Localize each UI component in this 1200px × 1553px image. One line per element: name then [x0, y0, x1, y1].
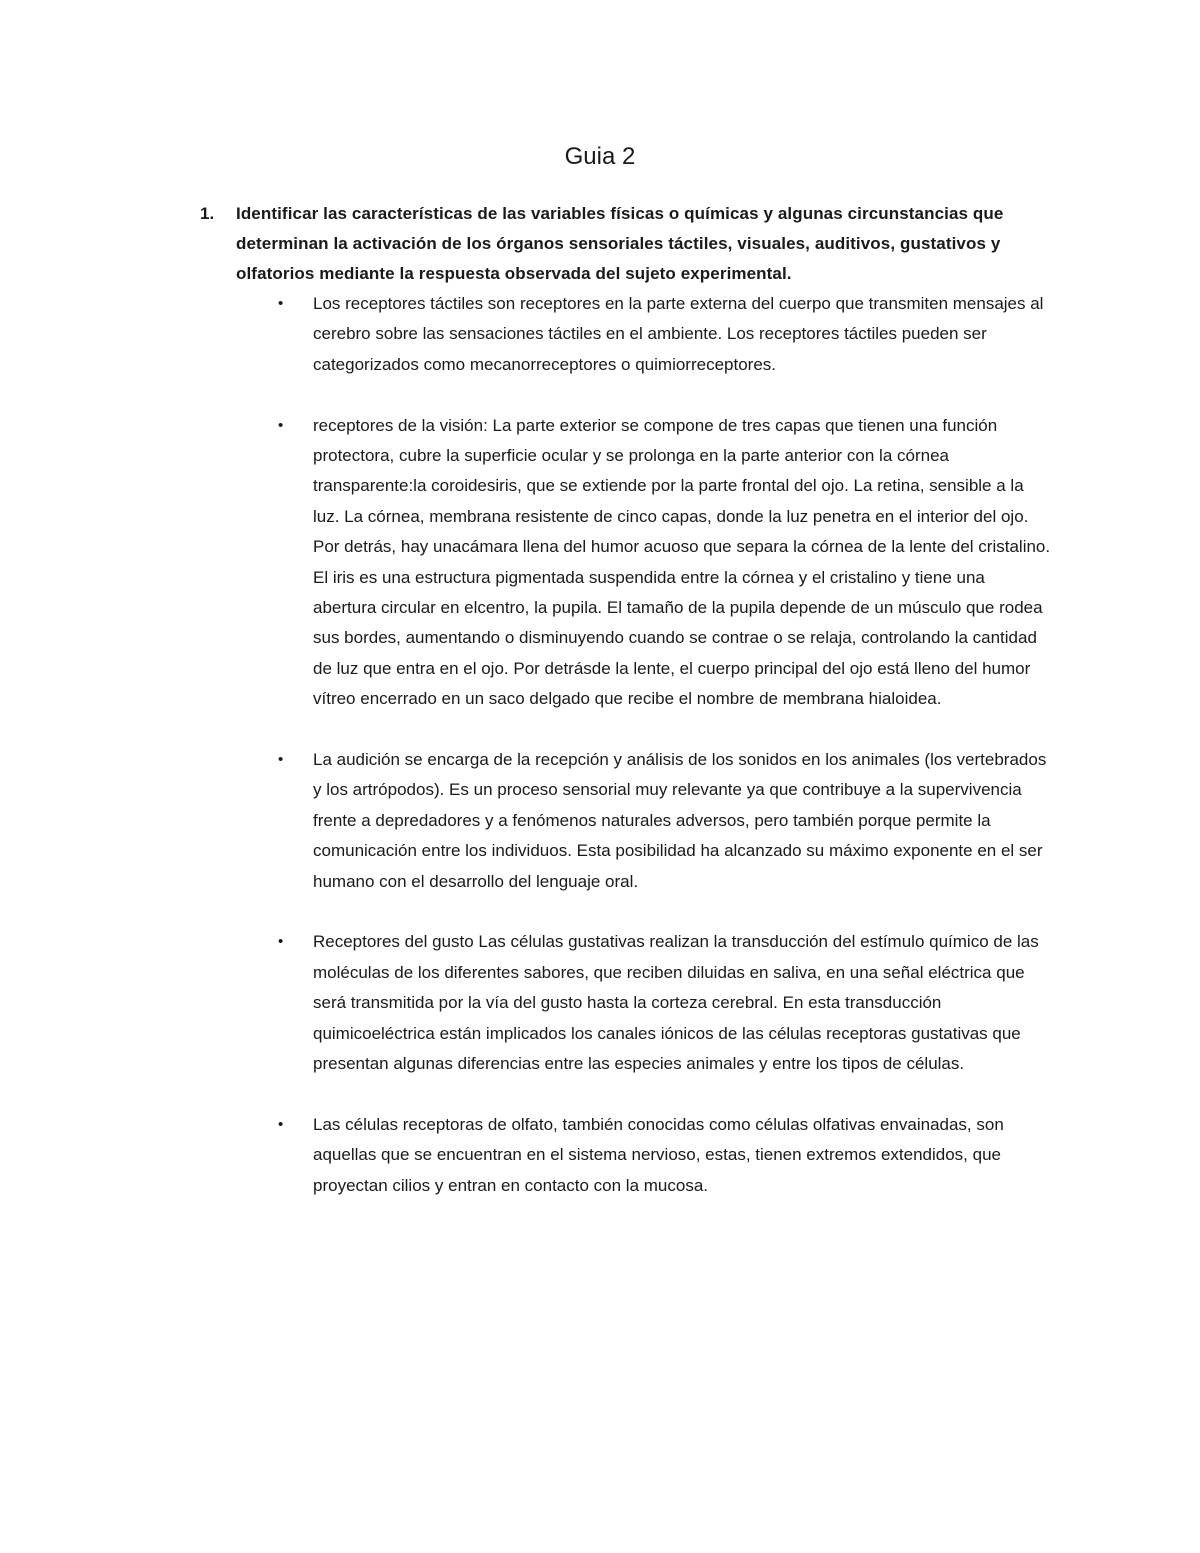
document-title: Guia 2 — [564, 143, 636, 170]
list-item — [272, 289, 1052, 380]
list-item-text: receptores de la visión: La parte exterior se compone de tres capas que tienen una función protectora, cubre la superficie ocular y se prolonga en la parte anterior con la córnea transparente:la coroidesiris, que se extiende por la parte frontal del ojo. La retina, sensible a la luz. La córnea, membrana resistente de cinco capas, donde la luz penetra en el interior del ojo. Por detrás, hay unacámara llena del humor acuoso que separa la córnea de la lente del cristalino. El iris es una estructura pigmentada suspendida entre la córnea y el cristalino y tiene una abertura circular en elcentro, la pupila. El tamaño de la pupila depende de un músculo que rodea sus bordes, aumentando o disminuyendo cuando se contrae o se relaja, controlando la cantidad de luz que entra en el ojo. Por detrásde la lente, el cuerpo principal del ojo está lleno del humor vítreo encerrado en un saco delgado que recibe el nombre de membrana hialoidea. — [313, 415, 1051, 709]
list-item-text: Receptores del gusto Las células gustativas realizan la transducción del estímulo químico de las moléculas de los diferentes sabores, que reciben diluidas en saliva, en una señal eléctrica que será transmitida por la vía del gusto hasta la corteza cerebral. En esta transducción quimicoeléctrica están implicados los canales iónicos de las células receptoras gustativas que presentan algunas diferencias entre las especies animales y entre los tipos de células. — [313, 932, 1039, 1074]
bullet-icon: • — [278, 295, 284, 312]
bullet-icon: • — [278, 1115, 284, 1133]
list-item-text: La audición se encarga de la recepción y análisis de los sonidos en los animales (los vertebrados y los artrópodos). Es un proceso sensorial muy relevante ya que contribuye a la supervivencia frente a depredadores y a fenómenos naturales adversos, pero también porque permite la comunicación entre los individuos. Esta posibilidad ha alcanzado su máximo exponente en el ser humano con el desarrollo del lenguaje oral. — [313, 750, 1047, 891]
bullet-icon: • — [278, 416, 284, 434]
list-item-text: Las células receptoras de olfato, también conocidas como células olfativas envainadas, son aquellas que se encuentran en el sistema nervioso, estas, tienen extremos extendidos, que proyectan cilios y entran en contacto con la mucosa. — [313, 1114, 1004, 1195]
list-item — [272, 411, 1052, 715]
list-item — [272, 927, 1052, 1079]
question-text: Identificar las características de las variables físicas o químicas y algunas circunstancias que determinan la activación de los órganos sensoriales táctiles, visuales, auditivos, gustativos y olfatorios mediante la respuesta observada del sujeto experimental. — [236, 204, 1004, 283]
list-item — [272, 1110, 1052, 1201]
list-item — [272, 745, 1052, 897]
bullet-icon: • — [278, 933, 284, 951]
question-number: 1. — [200, 204, 215, 223]
answer-list — [272, 289, 1052, 1201]
bullet-icon: • — [278, 751, 284, 769]
list-item-text: Los receptores táctiles son receptores en la parte externa del cuerpo que transmiten mensajes al cerebro sobre las sensaciones táctiles en el ambiente. Los receptores táctiles pueden ser categorizados como mecanorreceptores o quimiorreceptores. — [313, 294, 1044, 374]
